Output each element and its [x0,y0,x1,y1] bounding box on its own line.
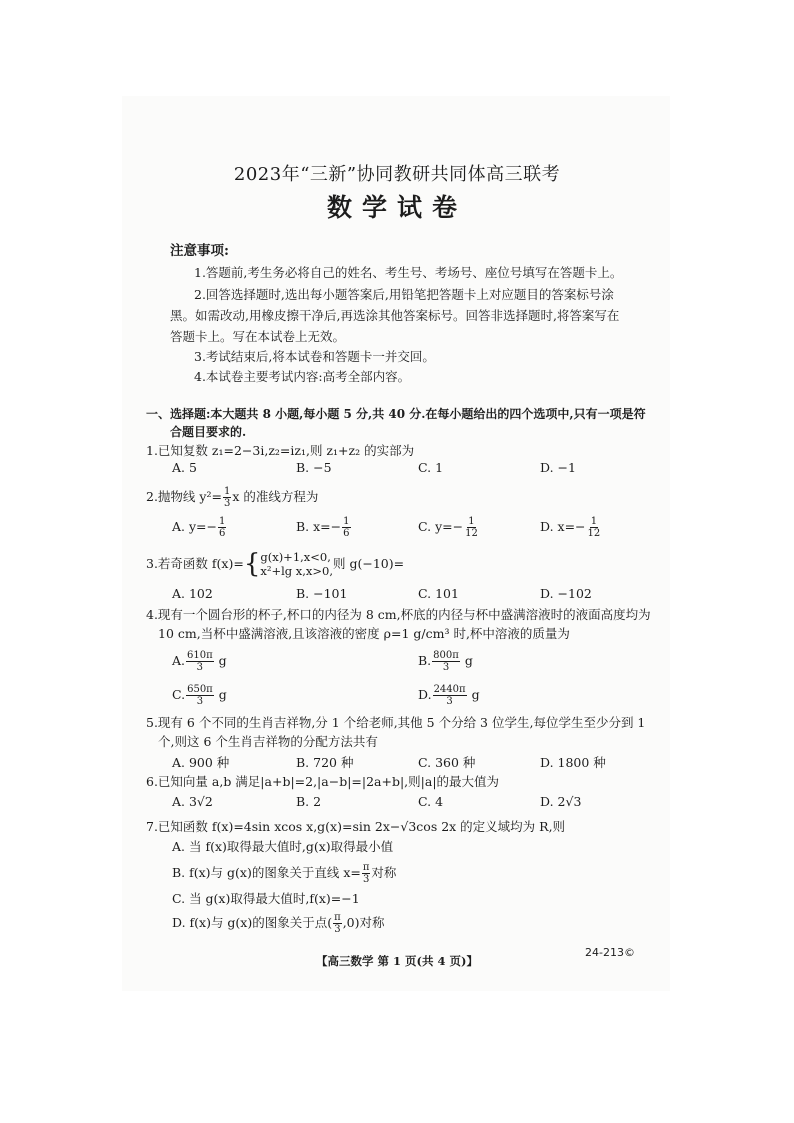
q4-option-a: A. $\frac{610\pi}{3}$ g [172,650,227,673]
notice-item-4: 4.本试卷主要考试内容:高考全部内容。 [194,369,411,384]
q2-option-a: A. y=− $\frac{1}{6}$ [172,516,226,539]
q1-option-a: A. 5 [172,460,197,475]
q7-option-c: C. 当 g(x)取得最大值时,f(x)=−1 [172,891,360,906]
q3-option-b: B. −101 [296,586,348,601]
fraction: $\frac{1}{3}$ [223,486,231,509]
question-2-stem: 2.抛物线 y²= $\frac{1}{3}$ x 的准线方程为 [146,486,319,509]
exam-subtitle: 数学试卷 [326,193,467,222]
q3-option-a: A. 102 [172,586,213,601]
question-7-stem: 7.已知函数 f(x)=4sin xcos x,g(x)=sin 2x−√3cos 2x 的定义域均为 R,则 [146,819,566,834]
section-heading: 一、选择题:本大题共 8 小题,每小题 5 分,共 40 分.在每小题给出的四个选项中,只有一项是符 [146,407,646,421]
question-4-stem: 4.现有一个圆台形的杯子,杯口的内径为 8 cm,杯底的内径与杯中盛满溶液时的液面高度均为 [146,607,651,622]
q6-option-b: B. 2 [296,794,322,809]
exam-title: 2023年“三新”协同教研共同体高三联考 [233,164,561,185]
q5-option-a: A. 900 种 [172,755,230,770]
question-4-stem-cont: 10 cm,当杯中盛满溶液,且该溶液的密度 ρ=1 g/cm³ 时,杯中溶液的质量为 [158,626,570,641]
question-5-stem: 5.现有 6 个不同的生肖吉祥物,分 1 个给老师,其他 5 个分给 3 位学生,每位学生至少分到 1 [146,715,646,730]
q2-option-b: B. x=− $\frac{1}{6}$ [296,516,350,539]
notice-item-2: 2.回答选择题时,选出每小题答案后,用铅笔把答题卡上对应题目的答案标号涂 [194,287,614,302]
q1-option-c: C. 1 [418,460,444,475]
notice-heading: 注意事项: [170,243,229,259]
section-heading-cont: 合题目要求的. [170,425,247,439]
question-1-stem: 1.已知复数 z₁=2−3i,z₂=iz₁,则 z₁+z₂ 的实部为 [146,443,415,458]
q4-option-d: D. $\frac{2440\pi}{3}$ g [418,684,480,707]
q2-option-d: D. x=− $\frac{1}{12}$ [540,516,601,539]
q5-option-b: B. 720 种 [296,755,354,770]
q4-option-b: B. $\frac{800\pi}{3}$ g [418,650,473,673]
notice-item-2-cont: 黑。如需改动,用橡皮擦干净后,再选涂其他答案标号。回答非选择题时,将答案写在 [170,308,620,323]
q6-option-c: C. 4 [418,794,444,809]
q2-option-c: C. y=− $\frac{1}{12}$ [418,516,478,539]
notice-item-2-end: 答题卡上。写在本试卷上无效。 [170,329,346,344]
question-3-stem: 3.若奇函数 f(x)={ g(x)+1,x<0, x²+lg x,x>0, 则 g(−10)= [146,549,405,579]
q7-option-a: A. 当 f(x)取得最大值时,g(x)取得最小值 [172,839,394,854]
q5-option-d: D. 1800 种 [540,755,606,770]
page-footer: 【高三数学 第 1 页(共 4 页)】 [316,954,478,968]
notice-item-3: 3.考试结束后,将本试卷和答题卡一并交回。 [194,349,435,364]
q4-option-c: C. $\frac{650\pi}{3}$ g [172,684,227,707]
q6-option-d: D. 2√3 [540,794,582,809]
question-5-stem-cont: 个,则这 6 个生肖吉祥物的分配方法共有 [158,734,378,749]
exam-code: 24-213© [585,946,635,959]
q7-option-d: D. f(x)与 g(x)的图象关于点( $\frac{\pi}{3}$ ,0)对称 [172,912,385,935]
exam-paper [122,96,670,991]
q6-option-a: A. 3√2 [172,794,213,809]
piecewise-brace: { g(x)+1,x<0, x²+lg x,x>0, [243,549,334,579]
q3-option-c: C. 101 [418,586,459,601]
notice-item-1: 1.答题前,考生务必将自己的姓名、考生号、考场号、座位号填写在答题卡上。 [194,265,623,280]
q1-option-d: D. −1 [540,460,576,475]
q3-option-d: D. −102 [540,586,592,601]
q7-option-b: B. f(x)与 g(x)的图象关于直线 x= $\frac{\pi}{3}$ 对称 [172,862,397,885]
question-6-stem: 6.已知向量 a,b 满足|a+b|=2,|a−b|=|2a+b|,则|a|的最大值为 [146,774,500,789]
q1-option-b: B. −5 [296,460,332,475]
q5-option-c: C. 360 种 [418,755,476,770]
